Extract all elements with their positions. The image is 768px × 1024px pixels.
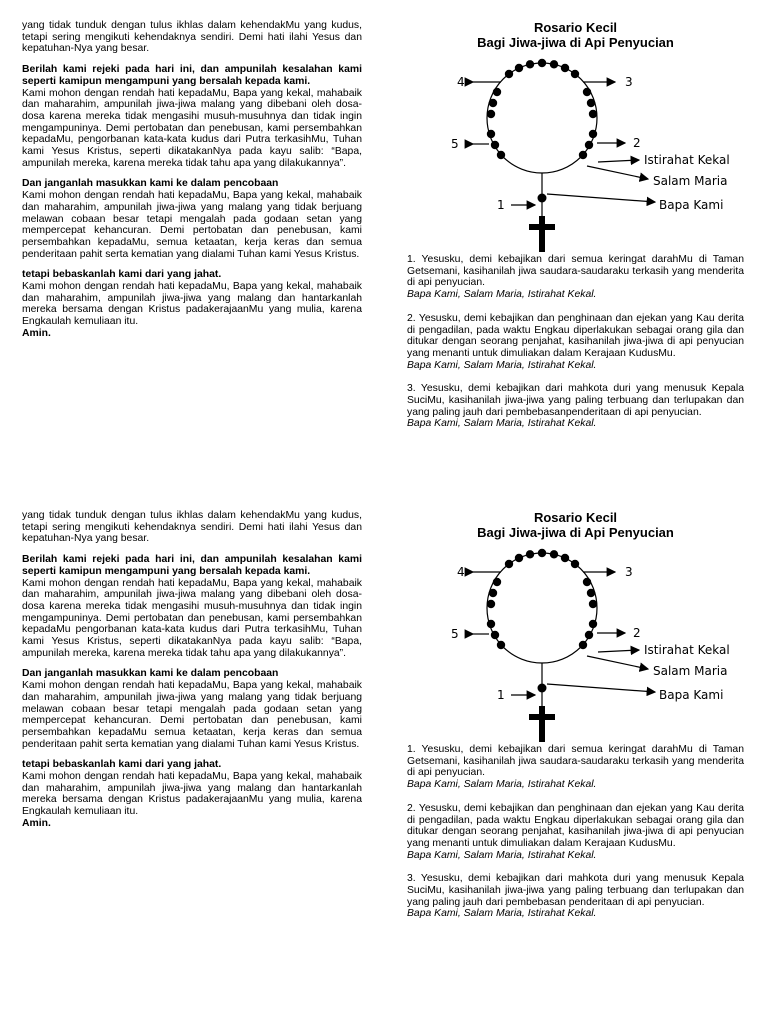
mystery-item bbox=[407, 803, 744, 862]
rosary-pendant bbox=[529, 663, 555, 742]
subtitle: Bagi Jiwa-jiwa di Api Penyucian bbox=[477, 35, 674, 50]
mystery-text: 3. Yesusku, demi kebajikan dari mahkota duri yang menusuk Kepala SuciMu, kasihanilah jiwa-jiwa yang paling terbuang dan terlupakan dan yang paling jauh dari pembebasanpenderitaan di api penyucian. bbox=[407, 383, 744, 418]
bead-label-1: 1 bbox=[497, 688, 505, 702]
prayer-column bbox=[22, 510, 362, 839]
section-heading: Berilah kami rejeki pada hari ini, dan ampunilah kesalahan kami seperti kamipun mengampuni yang bersalah kepada kami. bbox=[22, 554, 362, 577]
intro-paragraph: yang tidak tunduk dengan tulus ikhlas dalam kehendakMu yang kudus, tetapi sering mengikuti kehendaknya sendiri. Demi hati ilahi Yesus dan kepatuhan-Nya yang besar. bbox=[22, 510, 362, 545]
bead-label-2: 2 bbox=[633, 626, 641, 640]
mystery-item bbox=[407, 383, 744, 430]
label-salam-maria: Salam Maria bbox=[653, 174, 728, 188]
section-body: Kami mohon dengan rendah hati kepadaMu, Bapa yang kekal, mahabaik dan maharahim, ampunilah jiwa-jiwa yang malang yang tidak berjuang melawan cobaan besar tetapi mengalah pada godaan setan yang mempercepat kehancuran. Demi pertobatan dan penebusan, kami persembahkan kepadaMu, semua ketaatan, kerja keras dan semua penderitaan pahit serta kematian yang dialami Tuhan kami Yesus Kristus. bbox=[22, 190, 362, 260]
mystery-prayers: Bapa Kami, Salam Maria, Istirahat Kekal. bbox=[407, 908, 597, 920]
bead-label-5: 5 bbox=[451, 627, 459, 641]
label-salam-maria: Salam Maria bbox=[653, 664, 728, 678]
prayer-section bbox=[22, 269, 362, 339]
amen-text: Amin. bbox=[22, 327, 51, 339]
mystery-item bbox=[407, 254, 744, 301]
page-top bbox=[0, 0, 768, 490]
mystery-item bbox=[407, 313, 744, 372]
mystery-prayers: Bapa Kami, Salam Maria, Istirahat Kekal. bbox=[407, 289, 597, 301]
rosary-column bbox=[407, 510, 744, 932]
section-heading: tetapi bebaskanlah kami dari yang jahat. bbox=[22, 269, 222, 281]
mystery-text: 2. Yesusku, demi kebajikan dan penghinaan dan ejekan yang Kau derita di pengadilan, pada waktu Engkau diperlakukan sebagai orang gila dan ditukar dengan seorang penjahat, kasihanilah jiwa-jiwa di api penyucian yang menanti untuk dimuliakan dalam Kerajaan KudusMu. bbox=[407, 312, 744, 359]
mystery-text: 1. Yesusku, demi kebajikan dari semua keringat darahMu di Taman Getsemani, kasihanilah jiwa saudara-saudaraku terkasih yang menderita di api penyucian. bbox=[407, 744, 744, 779]
rosary-graphic bbox=[407, 544, 744, 744]
section-body: Kami mohon dengan rendah hati kepadaMu, Bapa yang kekal, mahabaik dan maharahim, ampunilah jiwa-jiwa malang yang dibebani oleh dosa-dosa karena mereka tidak mengasihi musuh-musuhnya dan tidak ingin mengampuninya. Demi pertobatan dan penebusan, kami persembahkan kepadaMu pengorbanan kata-kata kudus dari Putra terkasihMu, Tuhan kami Yesus Kristus, seperti dikatakanNya pada kayu salib: “Bapa, ampunilah mereka, karena mereka tidak tahu apa yang dilakukannya”. bbox=[22, 577, 362, 659]
mystery-prayers: Bapa Kami, Salam Maria, Istirahat Kekal. bbox=[407, 418, 597, 430]
mystery-text: 3. Yesusku, demi kebajikan dari mahkota duri yang menusuk Kepala SuciMu, kasihanilah jiwa-jiwa yang paling terbuang dan terlupakan dan yang paling jauh dari pembebasan penderitaan di api penyucian. bbox=[407, 873, 744, 908]
label-istirahat-kekal: Istirahat Kekal bbox=[644, 153, 730, 167]
label-arrows bbox=[473, 572, 655, 695]
title: Rosario Kecil bbox=[533, 510, 618, 525]
bead-label-3: 3 bbox=[625, 75, 633, 89]
bead-label-1: 1 bbox=[497, 198, 505, 212]
bead-label-4: 4 bbox=[457, 75, 465, 89]
label-istirahat-kekal: Istirahat Kekal bbox=[644, 643, 730, 657]
subtitle: Bagi Jiwa-jiwa di Api Penyucian bbox=[477, 525, 674, 540]
label-arrows bbox=[473, 82, 655, 205]
bead-label-5: 5 bbox=[451, 137, 459, 151]
section-body: Kami mohon dengan rendah hati kepadaMu, Bapa yang kekal, mahabaik dan maharahim, ampunilah jiwa-jiwa malang yang dibebani oleh dosa-dosa karena mereka tidak mengasihi musuh-musuhnya dan tidak ingin mengampuninya. Demi pertobatan dan penebusan, kami persembahkan kepadaMu, pengorbanan kata-kata kudus dari Putra terkasihMu, Tuhan kami Yesus Kristus, seperti dikatakanNya pada kayu salib: “Bapa, ampunilah mereka, karena mereka tidak tahu apa yang dilakukannya”. bbox=[22, 87, 362, 169]
rosary-column bbox=[407, 20, 744, 442]
section-body: Kami mohon dengan rendah hati kepadaMu, Bapa yang kekal, mahabaik dan maharahim, ampunilah jiwa-jiwa yang malang yang tidak berjuang melawan cobaan besar tetapi mengalah pada godaan setan yang mempercepat kehancuran. Demi pertobatan dan penebusan, kami persembahkan kepadaMu semua ketaatan, kerja keras dan semua penderitaan pahit serta kematian yang dialami Tuhan kami Yesus Kristus. bbox=[22, 680, 362, 750]
prayer-section bbox=[22, 668, 362, 750]
prayer-section bbox=[22, 759, 362, 829]
prayer-section bbox=[22, 554, 362, 659]
intro-paragraph: yang tidak tunduk dengan tulus ikhlas dalam kehendakMu yang kudus, tetapi sering mengikuti kehendaknya sendiri. Demi hati ilahi Yesus dan kepatuhan-Nya yang besar. bbox=[22, 20, 362, 55]
bead-ring bbox=[487, 59, 597, 173]
mystery-text: 1. Yesusku, demi kebajikan dari semua keringat darahMu di Taman Getsemani, kasihanilah jiwa saudara-saudaraku terkasih yang menderita di api penyucian. bbox=[407, 254, 744, 289]
prayer-section bbox=[22, 178, 362, 260]
section-heading: Dan janganlah masukkan kami ke dalam pencobaan bbox=[22, 178, 279, 190]
section-heading: tetapi bebaskanlah kami dari yang jahat. bbox=[22, 759, 222, 771]
rosary-diagram bbox=[407, 54, 744, 254]
rosary-graphic bbox=[407, 54, 744, 254]
mystery-prayers: Bapa Kami, Salam Maria, Istirahat Kekal. bbox=[407, 779, 597, 791]
bead-label-3: 3 bbox=[625, 565, 633, 579]
mystery-prayers: Bapa Kami, Salam Maria, Istirahat Kekal. bbox=[407, 359, 597, 371]
label-bapa-kami: Bapa Kami bbox=[659, 688, 724, 702]
section-heading: Dan janganlah masukkan kami ke dalam pencobaan bbox=[22, 668, 279, 680]
rosary-diagram bbox=[407, 544, 744, 744]
title: Rosario Kecil bbox=[533, 20, 618, 35]
section-body: Kami mohon dengan rendah hati kepadaMu, Bapa yang kekal, mahabaik dan maharahim, ampunilah jiwa-jiwa yang malang dan hantarkanlah mereka bersama dengan Kristus padakerajaanMu yang mulia, karena Engkaulah kemuliaan itu. bbox=[22, 281, 362, 328]
amen-text: Amin. bbox=[22, 817, 51, 829]
mystery-item bbox=[407, 873, 744, 920]
rosary-pendant bbox=[529, 173, 555, 252]
prayer-section bbox=[22, 64, 362, 169]
bead-label-4: 4 bbox=[457, 565, 465, 579]
section-heading: Berilah kami rejeki pada hari ini, dan ampunilah kesalahan kami seperti kamipun mengampuni yang bersalah kepada kami. bbox=[22, 64, 362, 87]
prayer-column bbox=[22, 20, 362, 349]
label-bapa-kami: Bapa Kami bbox=[659, 198, 724, 212]
bead-ring bbox=[487, 549, 597, 663]
mystery-text: 2. Yesusku, demi kebajikan dan penghinaan dan ejekan yang Kau derita di pengadilan, pada waktu Engkau diperlakukan sebagai orang gila dan ditukar dengan seorang penjahat, kasihanilah jiwa-jiwa di api penyucian yang menanti untuk dimuliakan dalam Kerajaan KudusMu. bbox=[407, 802, 744, 849]
mystery-item bbox=[407, 744, 744, 791]
page-bottom bbox=[0, 490, 768, 980]
mystery-prayers: Bapa Kami, Salam Maria, Istirahat Kekal. bbox=[407, 849, 597, 861]
section-body: Kami mohon dengan rendah hati kepadaMu, Bapa yang kekal, mahabaik dan maharahim, ampunilah jiwa-jiwa yang malang dan hantarkanlah mereka bersama dengan Kristus padakerajaanMu yang mulia, karena Engkaulah kemuliaan itu. bbox=[22, 771, 362, 818]
bead-label-2: 2 bbox=[633, 136, 641, 150]
